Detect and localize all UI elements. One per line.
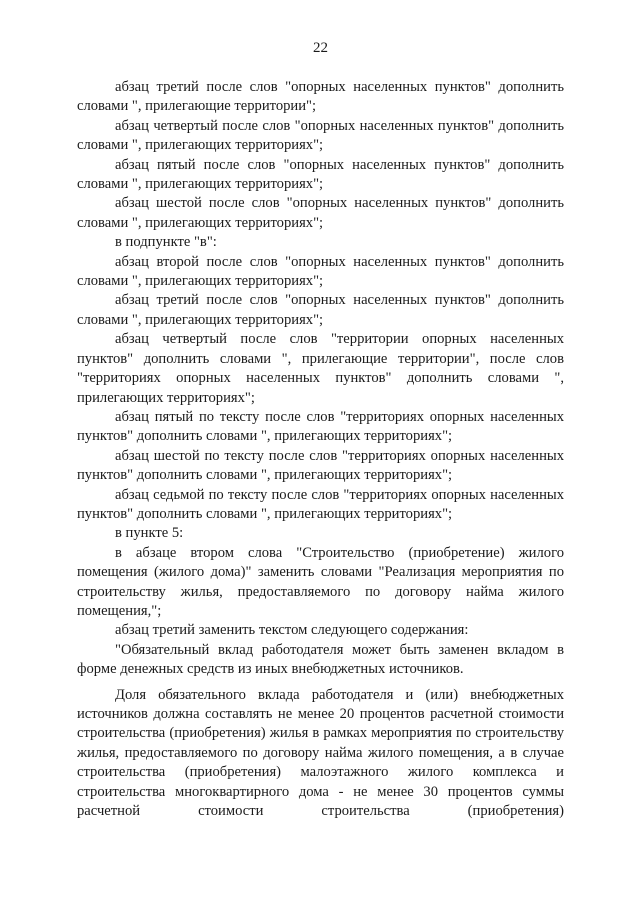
paragraph: абзац седьмой по тексту после слов "территориях опорных населенных пунктов" дополнить словами ", прилегающих территориях"; xyxy=(77,486,564,522)
paragraph: абзац второй после слов "опорных населенных пунктов" дополнить словами ", прилегающих территориях"; xyxy=(77,253,564,290)
paragraph: абзац третий после слов "опорных населенных пунктов" дополнить словами ", прилегающие территории"; xyxy=(77,79,564,115)
paragraph: в подпункте "в": xyxy=(115,234,217,251)
paragraph: абзац третий заменить текстом следующего содержания: xyxy=(115,622,469,639)
paragraph: абзац шестой по тексту после слов "территориях опорных населенных пунктов" дополнить словами ", прилегающих территориях"; xyxy=(77,447,564,484)
paragraph: абзац пятый по тексту после слов "территориях опорных населенных пунктов" дополнить словами ", прилегающих территориях"; xyxy=(77,408,564,445)
paragraph: абзац пятый после слов "опорных населенных пунктов" дополнить словами ", прилегающих территориях"; xyxy=(77,156,564,193)
page-number: 22 xyxy=(313,40,328,56)
paragraph: Доля обязательного вклада работодателя и (или) внебюджетных источников должна составлять не менее 20 процентов расчетной стоимости строительства (приобретения) жилья в рамках мероприятия по строительству жилья, предоставляемого по договору найма жилого помещения, а в случае строительства (приобретения) малоэтажного жилого комплекса и строительства многоквартирного дома - не менее 30 процентов суммы расчетной стоимости строительства (приобретения) xyxy=(77,686,564,820)
paragraph: абзац шестой после слов "опорных населенных пунктов" дополнить словами ", прилегающих территориях"; xyxy=(77,195,564,231)
paragraph: в абзаце втором слова "Строительство (приобретение) жилого помещения (жилого дома)" заменить словами "Реализация мероприятия по строительству жилья, предоставляемого по договору найма жилого помещения,"; xyxy=(77,544,564,619)
document-body xyxy=(77,78,564,821)
paragraph: абзац четвертый после слов "территории опорных населенных пунктов" дополнить словами ", прилегающие территории", после слов "территориях опорных населенных пунктов" дополнить словами ", прилегающих территориях"; xyxy=(77,331,564,406)
paragraph: абзац четвертый после слов "опорных населенных пунктов" дополнить словами ", прилегающих территориях"; xyxy=(77,117,564,154)
paragraph: "Обязательный вклад работодателя может быть заменен вкладом в форме денежных средств из иных внебюджетных источников. xyxy=(77,641,564,678)
paragraph: в пункте 5: xyxy=(115,525,184,542)
paragraph: абзац третий после слов "опорных населенных пунктов" дополнить словами ", прилегающих территориях"; xyxy=(77,292,564,328)
